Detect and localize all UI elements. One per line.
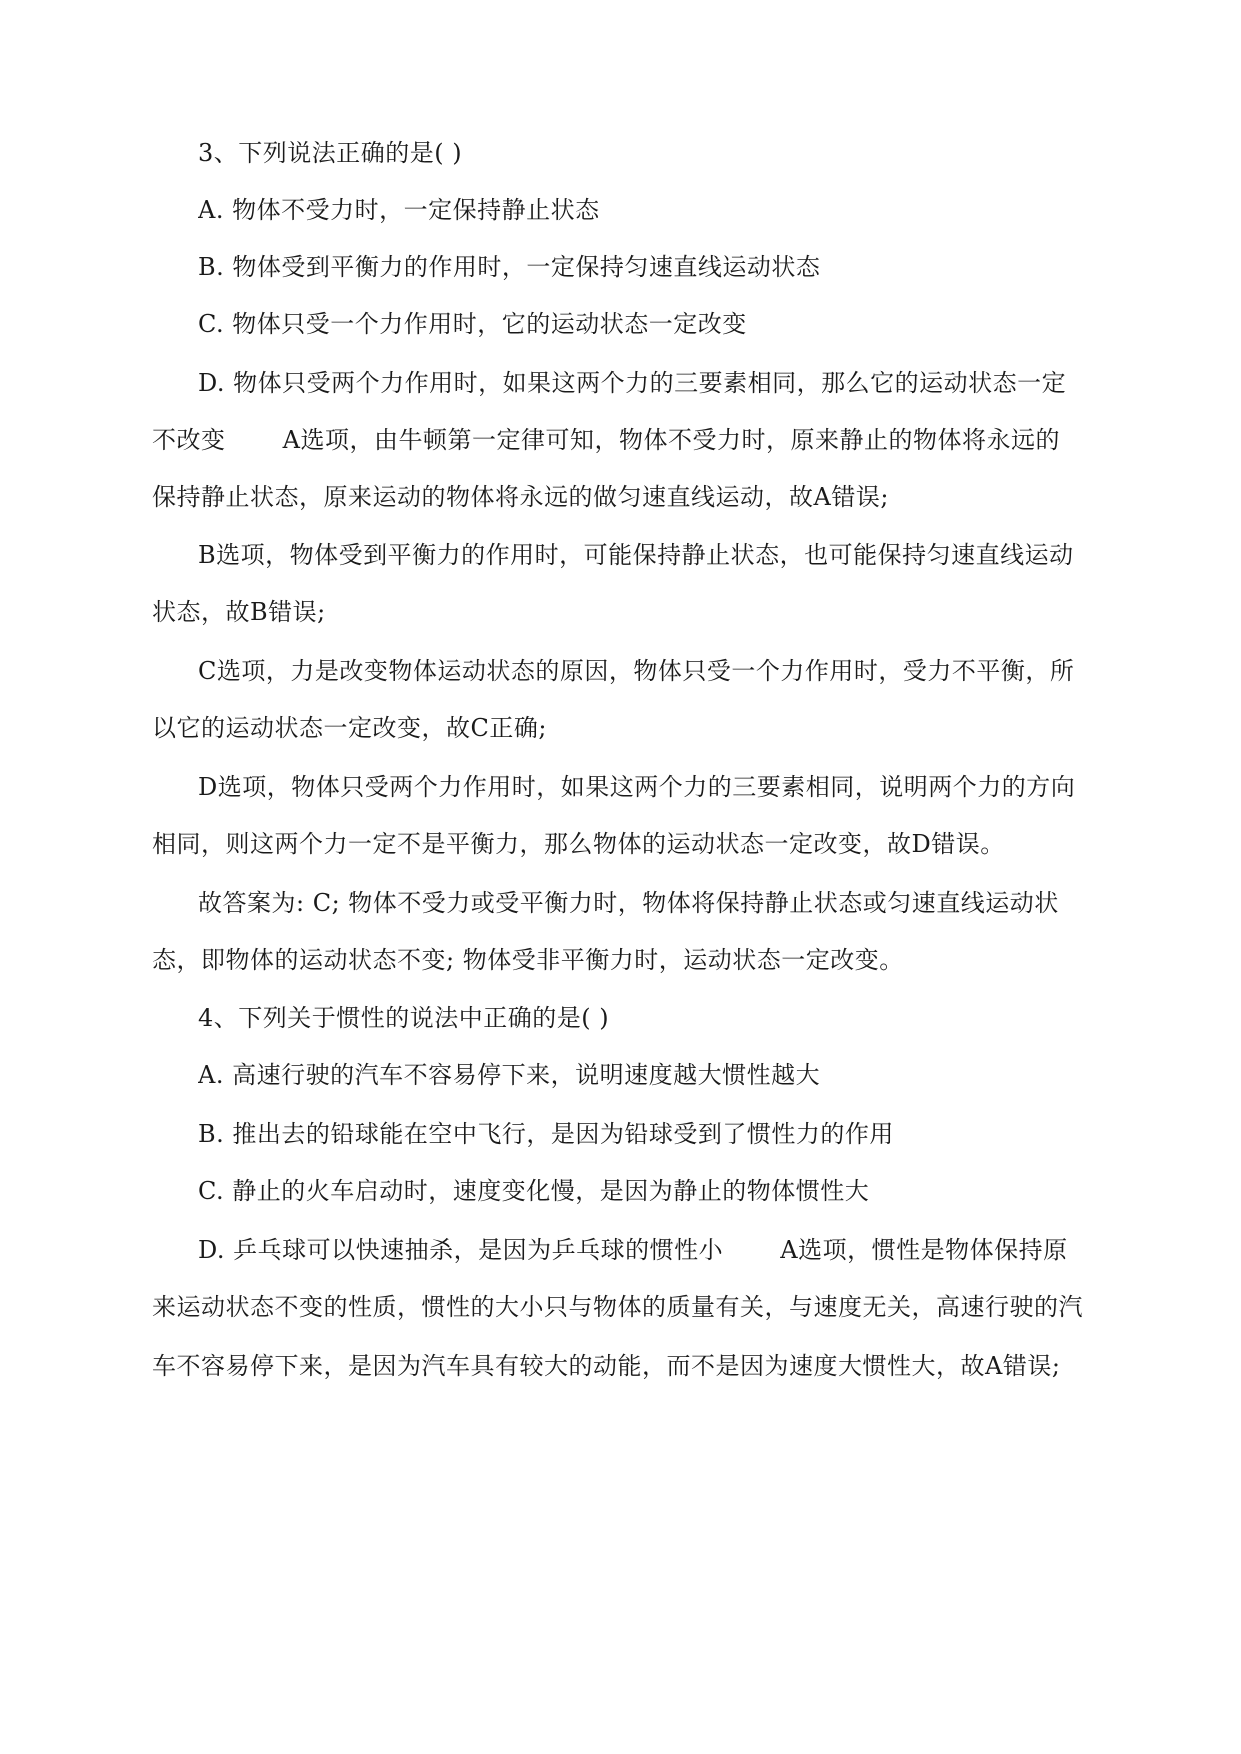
question-3-option-d: D. 物体只受两个力作用时，如果这两个力的三要素相同，那么它的运动状态一定 — [198, 369, 1067, 397]
question-3-analysis-line: 以它的运动状态一定改变，故C正确; — [152, 714, 547, 742]
question-4-option-b: B. 推出去的铅球能在空中飞行，是因为铅球受到了惯性力的作用 — [198, 1120, 894, 1148]
question-3-analysis-line: 状态，故B错误; — [152, 598, 326, 626]
question-4-analysis-line: 来运动状态不变的性质，惯性的大小只与物体的质量有关，与速度无关，高速行驶的汽 — [152, 1293, 1083, 1321]
question-3-analysis-line: C选项，力是改变物体运动状态的原因，物体只受一个力作用时，受力不平衡，所 — [198, 657, 1075, 685]
question-3-option-c: C. 物体只受一个力作用时，它的运动状态一定改变 — [198, 310, 747, 338]
question-3-answer-line: 态，即物体的运动状态不变; 物体受非平衡力时，运动状态一定改变。 — [152, 946, 904, 974]
question-3-analysis-line: 相同，则这两个力一定不是平衡力，那么物体的运动状态一定改变，故D错误。 — [152, 830, 1005, 858]
question-3-stem: 3、下列说法正确的是( ) — [198, 139, 463, 167]
question-3-analysis-line: D选项，物体只受两个力作用时，如果这两个力的三要素相同，说明两个力的方向 — [198, 773, 1076, 801]
question-4-option-a: A. 高速行驶的汽车不容易停下来，说明速度越大惯性越大 — [198, 1061, 821, 1089]
question-3-analysis-line: 不改变 A选项，由牛顿第一定律可知，物体不受力时，原来静止的物体将永远的 — [152, 426, 1060, 454]
question-4-option-c: C. 静止的火车启动时，速度变化慢，是因为静止的物体惯性大 — [198, 1177, 870, 1205]
question-3-analysis-line: B选项，物体受到平衡力的作用时，可能保持静止状态，也可能保持匀速直线运动 — [198, 541, 1074, 569]
question-4-analysis-line: 车不容易停下来，是因为汽车具有较大的动能，而不是因为速度大惯性大，故A错误; — [152, 1352, 1061, 1380]
question-4-stem: 4、下列关于惯性的说法中正确的是( ) — [198, 1004, 610, 1032]
question-4-option-d: D. 乒乓球可以快速抽杀，是因为乒乓球的惯性小 A选项，惯性是物体保持原 — [198, 1236, 1068, 1264]
question-3-answer-line: 故答案为: C; 物体不受力或受平衡力时，物体将保持静止状态或匀速直线运动状 — [198, 889, 1059, 917]
question-3-analysis-line: 保持静止状态，原来运动的物体将永远的做匀速直线运动，故A错误; — [152, 483, 889, 511]
question-3-option-a: A. 物体不受力时，一定保持静止状态 — [198, 196, 600, 224]
question-3-option-b: B. 物体受到平衡力的作用时，一定保持匀速直线运动状态 — [198, 253, 821, 281]
